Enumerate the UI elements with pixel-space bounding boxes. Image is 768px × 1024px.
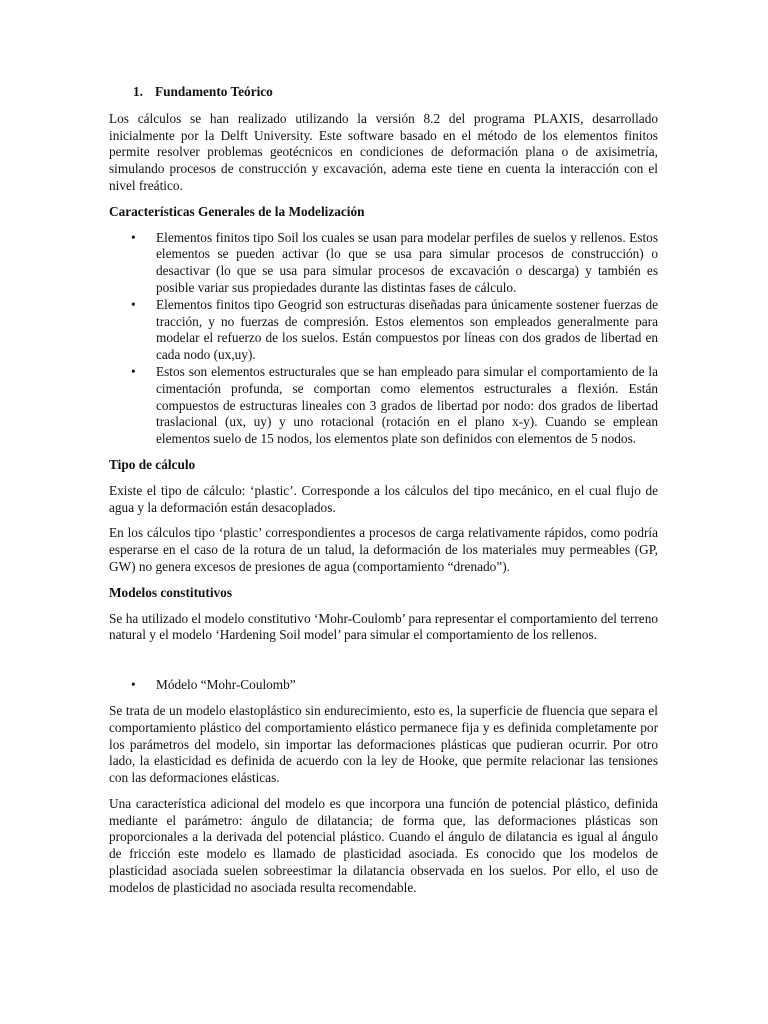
blank-line [109, 653, 658, 677]
heading-title: Fundamento Teórico [155, 84, 273, 99]
calc-subheading: Tipo de cálculo [109, 456, 196, 472]
intro-paragraph: Los cálculos se han realizado utilizando la versión 8.2 del programa PLAXIS, desarrollado inicialmente por la Delft University. Este software basado en el método de los elementos finitos permite resolver problemas geotécnicos en condiciones de deformación plana o de axisimetría, simulando procesos de construcción y excavación, adema este tiene en cuenta la interacción con el nivel freático. [109, 110, 658, 193]
list-item: • Estos son elementos estructurales que se han empleado para simular el comportamiento de la cimentación profunda, se comportan como elementos estructurales a flexión. Están compuestos de estructuras lineales con 3 grados de libertad por nodo: dos grados de libertad traslacional (ux, uy) y uno rotacional (rotación en el plano x-y). Cuando se emplean elementos suelo de 15 nodos, los elementos plate son definidos con elementos de 5 nodos. [109, 364, 658, 448]
calc-paragraph-2: En los cálculos tipo ‘plastic’ correspondientes a procesos de carga relativamente rápidos, como podría esperarse en el caso de la rotura de un talud, la deformación de los materiales muy permeables (GP, GW) no genera excesos de presiones de agua (comportamiento “drenado”). [109, 525, 658, 574]
general-subheading: Características Generales de la Modelización [109, 203, 365, 219]
list-item: • Módelo “Mohr-Coulomb” [109, 677, 658, 694]
calc-paragraph-1: Existe el tipo de cálculo: ‘plastic’. Corresponde a los cálculos del tipo mecánico, en el cual flujo de agua y la deformación están desacoplados. [109, 482, 658, 515]
list-item: • Elementos finitos tipo Geogrid son estructuras diseñadas para únicamente sostener fuerzas de tracción, y no fuerzas de compresión. Estos elementos son empleados generalmente para modelar el refuerzo de los suelos. Están compuestos por líneas con dos grados de libertad en cada nodo (ux,uy). [109, 297, 658, 364]
models-subheading: Modelos constitutivos [109, 584, 232, 600]
models-paragraph-2: Se trata de un modelo elastoplástico sin endurecimiento, esto es, la superficie de fluencia que separa el comportamiento plástico del comportamiento elástico permanece fija y es definida completamente por los parámetros del modelo, sin importar las deformaciones plásticas que pudieran ocurrir. Por otro lado, la elasticidad es definida de acuerdo con la ley de Hooke, que permite relacionar las tensiones con las deformaciones elásticas. [109, 702, 658, 786]
heading-number: 1. [133, 84, 143, 99]
general-bullet-list [109, 230, 658, 448]
section-heading [133, 84, 658, 101]
models-paragraph-3: Una característica adicional del modelo es que incorpora una función de potencial plástico, definida mediante el parámetro: ángulo de dilatancia; de forma que, las deformaciones plásticas son proporcionales a la derivada del potencial plástico. Cuando el ángulo de dilatancia es igual al ángulo de fricción este modelo es llamado de plasticidad asociada. Es conocido que los modelos de plasticidad asociada suelen sobreestimar la dilatancia observada en los suelos. Por ello, el uso de modelos de plasticidad no asociada resulta recomendable. [109, 795, 658, 895]
list-item: • Elementos finitos tipo Soil los cuales se usan para modelar perfiles de suelos y rellenos. Estos elementos se pueden activar (lo que se usa para simular procesos de construcción) o desactivar (lo que se usa para simular procesos de excavación o descarga) y también es posible variar sus propiedades durante las distintas fases de cálculo. [109, 230, 658, 297]
models-paragraph-1: Se ha utilizado el modelo constitutivo ‘Mohr-Coulomb’ para representar el comportamiento del terreno natural y el modelo ‘Hardening Soil model’ para simular el comportamiento de los rellenos. [109, 610, 658, 643]
models-bullet-list [109, 677, 658, 694]
